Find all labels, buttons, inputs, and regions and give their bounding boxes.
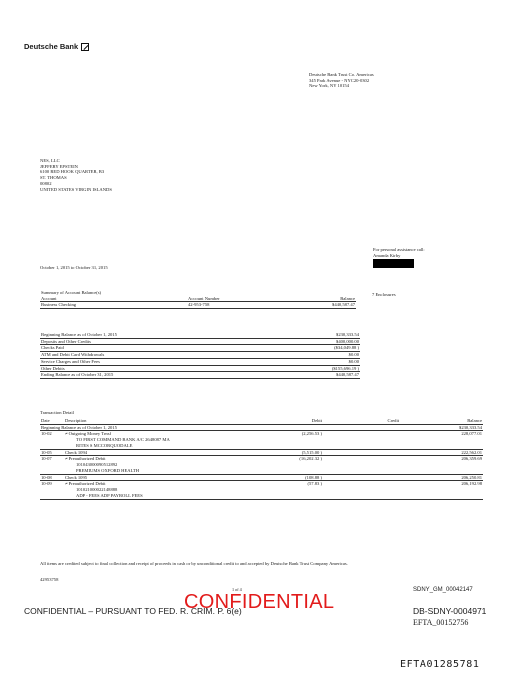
summary-header-number: Account Number — [187, 296, 284, 302]
txn-description: ≠ Outgoing Money Trnsf — [65, 431, 112, 437]
txn-date: 10-02 — [41, 431, 52, 437]
balance-amount: $230,333.54 — [310, 332, 360, 338]
txn-balance: 206,192.98 — [461, 481, 482, 487]
table-row-detail — [40, 493, 483, 499]
txn-detail-line: TO FIRST COMMAND BANK A/C 2648087 MA — [76, 437, 170, 443]
confidential-stamp: CONFIDENTIAL — [184, 591, 335, 613]
bank-address-line: New York, NY 10154 — [309, 83, 350, 89]
balance-label: Other Debits — [40, 365, 310, 372]
table-row — [40, 449, 483, 456]
txn-description: Check 1094 — [64, 449, 266, 456]
txn-balance: 206,359.69 — [461, 456, 482, 462]
transaction-beginning-row — [40, 424, 483, 431]
bank-address-line: Deutsche Bank Trust Co. Americas — [309, 72, 374, 77]
balance-summary-table — [40, 332, 360, 379]
db-sdny-bates: DB-SDNY-0004971 — [413, 606, 487, 616]
balance-amount: $440,587.47 — [310, 372, 360, 379]
balance-amount: ($34,049.88 ) — [310, 345, 360, 352]
txn-detail-line: RITES S MCCORQUODALE — [64, 443, 483, 449]
txn-date: 10-09 — [41, 481, 52, 487]
enclosures-count: 7 Enclosures — [372, 292, 396, 297]
txn-detail-spacer — [40, 493, 64, 499]
balance-label: Checks Paid — [40, 345, 310, 352]
table-row — [40, 474, 483, 481]
txn-header-balance: Balance — [400, 418, 483, 424]
balance-row — [40, 338, 360, 345]
summary-header-account: Account — [40, 296, 187, 302]
balance-label: Beginning Balance as of October 1, 2015 — [40, 332, 310, 338]
summary-row — [40, 302, 356, 309]
balance-row — [40, 352, 360, 359]
deutsche-bank-slash-icon — [81, 43, 89, 51]
disclaimer-text: All items are credited subject to final collection and receipt of proceeds in cash or by unconditional credit to and accepted by Deutsche Bank Trust Company Americas. — [40, 561, 348, 566]
txn-detail-line: 101021000022148888 — [76, 487, 118, 493]
txn-balance: 222,562.01 — [400, 449, 483, 456]
transaction-detail-title: Transaction Detail — [40, 410, 74, 415]
summary-header-balance: Balance — [284, 296, 356, 302]
txn-debit: (108.88 ) — [266, 474, 323, 481]
bank-address — [309, 72, 374, 89]
balance-amount: ($155,696.19 ) — [310, 365, 360, 372]
balance-row — [40, 345, 360, 352]
txn-header-debit: Debit — [266, 418, 323, 424]
customer-address — [40, 158, 112, 192]
txn-beginning-description: Beginning Balance as of October 1, 2015 — [40, 424, 400, 431]
balance-row — [40, 365, 360, 372]
balance-label: Deposits and Other Credits — [40, 338, 310, 345]
logo-text: Deutsche Bank — [24, 42, 79, 51]
txn-description: ≠ Preauthorized Debit — [65, 481, 106, 487]
txn-detail-line: 101043000090512892 — [76, 462, 118, 468]
customer-address-line: 6100 RED HOOK QUARTER, B3 — [40, 169, 105, 175]
txn-detail-line: ADP - FEES ADP PAYROLL FEES — [64, 493, 483, 499]
txn-description: ≠ Preauthorized Debit — [65, 456, 106, 462]
txn-balance: 206,250.81 — [400, 474, 483, 481]
txn-description: Check 1095 — [64, 474, 266, 481]
transaction-rows — [40, 431, 483, 499]
txn-date: 10-07 — [41, 456, 52, 462]
assistance-label: For personal assistance call: — [373, 247, 425, 252]
assistance-contact — [373, 247, 425, 268]
summary-number: 42-953-758 — [187, 302, 284, 309]
balance-row — [40, 358, 360, 365]
txn-credit — [323, 449, 400, 456]
customer-address-line: NES, LLC — [40, 158, 60, 163]
redaction-block — [373, 259, 414, 268]
summary-balance: $440,587.47 — [284, 302, 356, 309]
summary-account: Business Checking — [40, 302, 187, 309]
summary-title: Summary of Account Balance(s) — [41, 290, 102, 295]
transaction-table — [40, 418, 483, 500]
assistance-name: Amanda Kirby — [373, 252, 401, 258]
sdny-gm-bates: SDNY_GM_00042147 — [413, 587, 473, 593]
balance-label: ATM and Debit Card Withdrawals — [40, 352, 310, 359]
customer-address-line: ST. THOMAS — [40, 175, 67, 181]
txn-credit — [323, 474, 400, 481]
balance-label: Ending Balance as of October 31, 2015 — [40, 372, 310, 379]
bank-address-line: 345 Park Avenue - NYC20-0302 — [309, 77, 370, 83]
balance-amount: $0.00 — [310, 352, 360, 359]
customer-address-line: UNITED STATES VIRGIN ISLANDS — [40, 186, 112, 192]
page-number: 1 of 4 — [232, 587, 242, 592]
txn-date: 10-05 — [40, 449, 64, 456]
txn-balance: 228,077.01 — [461, 431, 482, 437]
balance-amount: $400,000.00 — [310, 338, 360, 345]
txn-header-credit: Credit — [323, 418, 400, 424]
txn-header-description: Description — [64, 418, 266, 424]
deutsche-bank-logo — [24, 42, 89, 51]
efta-outer-bates: EFTA01285781 — [400, 659, 480, 670]
balance-label: Service Charges and Other Fees — [40, 358, 310, 365]
account-code: 42953758 — [40, 577, 59, 582]
txn-debit: (16,202.32 ) — [299, 456, 322, 462]
efta-inner-bates: EFTA_00152756 — [413, 618, 469, 627]
txn-debit: (5,515.00 ) — [266, 449, 323, 456]
balance-amount: $0.00 — [310, 358, 360, 365]
txn-debit: (57.83 ) — [307, 481, 322, 487]
txn-beginning-balance: $230,333.54 — [400, 424, 483, 431]
account-summary-table — [40, 290, 356, 309]
balance-row — [40, 372, 360, 379]
txn-date: 10-08 — [40, 474, 64, 481]
confidential-notice: CONFIDENTIAL – PURSUANT TO FED. R. CRIM. P. 6(e) — [24, 606, 242, 616]
customer-address-line: 00802 — [40, 180, 52, 186]
customer-address-line: JEFFERY EPSTEIN — [40, 163, 78, 169]
txn-debit: (2,256.53 ) — [301, 431, 322, 437]
txn-detail-line: PREMIUMS OXFORD HEALTH — [64, 468, 483, 474]
statement-period: October 1, 2015 to October 31, 2015 — [40, 265, 108, 270]
txn-header-date: Date — [40, 418, 64, 424]
